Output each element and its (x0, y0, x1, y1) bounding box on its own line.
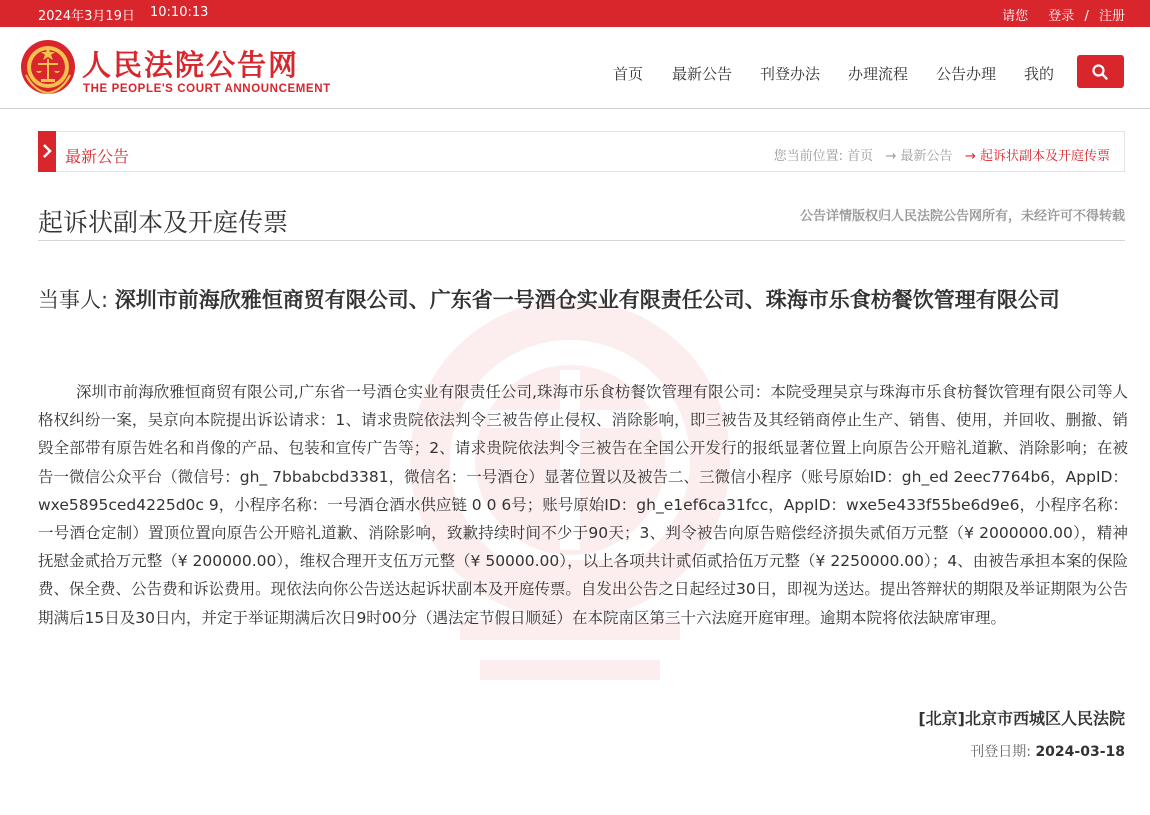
account-links (988, 5, 1125, 24)
breadcrumb-latest[interactable]: → 最新公告 (885, 149, 953, 164)
breadcrumb-current: → 起诉状副本及开庭传票 (964, 149, 1110, 164)
search-icon (1092, 64, 1108, 80)
publish-date (970, 741, 1125, 761)
site-logo-text[interactable]: 人民法院公告网 (82, 48, 300, 82)
current-date: 2024年3月19日 (38, 9, 135, 24)
link-separator: / (1084, 9, 1089, 24)
section-title[interactable]: 最新公告 (65, 147, 130, 166)
section-bar (38, 131, 1125, 172)
breadcrumb-home[interactable]: 首页 (847, 149, 874, 164)
site-logo-english: THE PEOPLE'S COURT ANNOUNCEMENT (83, 83, 331, 95)
court-emblem-icon[interactable] (20, 39, 76, 95)
publish-date-label: 刊登日期: (970, 744, 1031, 760)
site-header (0, 27, 1150, 109)
publish-date-value: 2024-03-18 (1035, 744, 1125, 760)
top-bar (0, 0, 1150, 27)
current-time: 10:10:13 (150, 5, 209, 20)
breadcrumb-prefix: 您当前位置: (773, 149, 843, 164)
party-line (38, 284, 1128, 316)
nav-home[interactable]: 首页 (613, 65, 644, 83)
nav-latest[interactable]: 最新公告 (672, 65, 733, 83)
greeting-text: 请您 (1002, 9, 1029, 24)
title-divider (38, 240, 1125, 241)
section-marker (38, 131, 56, 172)
login-link[interactable]: 登录 (1048, 9, 1075, 24)
register-link[interactable]: 注册 (1098, 9, 1125, 24)
party-names: 深圳市前海欣雅恒商贸有限公司、广东省一号酒仓实业有限责任公司、珠海市乐食枋餐饮管理有限公司 (114, 288, 1060, 312)
copyright-notice: 公告详情版权归人民法院公告网所有，未经许可不得转载 (799, 209, 1125, 224)
announcement-body: 深圳市前海欣雅恒商贸有限公司,广东省一号酒仓实业有限责任公司,珠海市乐食枋餐饮管理有限公司：本院受理吴京与珠海市乐食枋餐饮管理有限公司等人格权纠纷一案，吴京向本院提出诉讼请求：1、请求贵院依法判令三被告停止侵权、消除影响，即三被告及其经销商停止生产、销售、使用，并回收、删撤、销毁全部带有原告姓名和肖像的产品、包装和宣传广告等；2、请求贵院依法判令三被告在全国公开发行的报纸显著位置上向原告公开赔礼道歉、消除影响；在被告一微信公众平台（微信号：gh_ 7bbabcbd3381，微信名：一号酒仓）显著位置以及被告二、三微信小程序（账号原始ID：gh_ed 2eec7764b6，AppID：wxe5895ced4225d0c 9，小程序名称：一号酒仓酒水供应链 0 0 6号；账号原始ID：gh_e1ef6ca31fcc，AppID：wxe5e433f55be6d9e6，小程序名称：一号酒仓定制）置顶位置向原告公开赔礼道歉、消除影响，致歉持续时间不少于90天；3、判令被告向原告赔偿经济损失贰佰万元整（¥ 2000000.00），精神抚慰金贰拾万元整（¥ 200000.00），维权合理开支伍万元整（¥ 50000.00），以上各项共计贰佰贰拾伍万元整（¥ 2250000.00）；4、由被告承担本案的保险费、保全费、公告费和诉讼费用。现依法向你公告送达起诉状副本及开庭传票。自发出公告之日起经过30日，即视为送达。提出答辩状的期限及举证期限为公告期满后15日及30日内，并定于举证期满后次日9时00分（遇法定节假日顺延）在本院南区第三十六法庭开庭审理。逾期本院将依法缺席审理。 (38, 383, 1128, 627)
nav-process[interactable]: 办理流程 (848, 65, 909, 83)
search-button[interactable] (1077, 55, 1124, 88)
chevron-right-icon (41, 144, 53, 158)
nav-mine[interactable]: 我的 (1024, 65, 1055, 83)
issuing-court: [北京]北京市西城区人民法院 (918, 709, 1125, 728)
nav-publish-method[interactable]: 刊登办法 (760, 65, 821, 83)
party-label: 当事人: (38, 288, 109, 312)
nav-announcement-service[interactable]: 公告办理 (936, 65, 997, 83)
breadcrumb (774, 145, 1110, 164)
page-title: 起诉状副本及开庭传票 (38, 208, 289, 237)
